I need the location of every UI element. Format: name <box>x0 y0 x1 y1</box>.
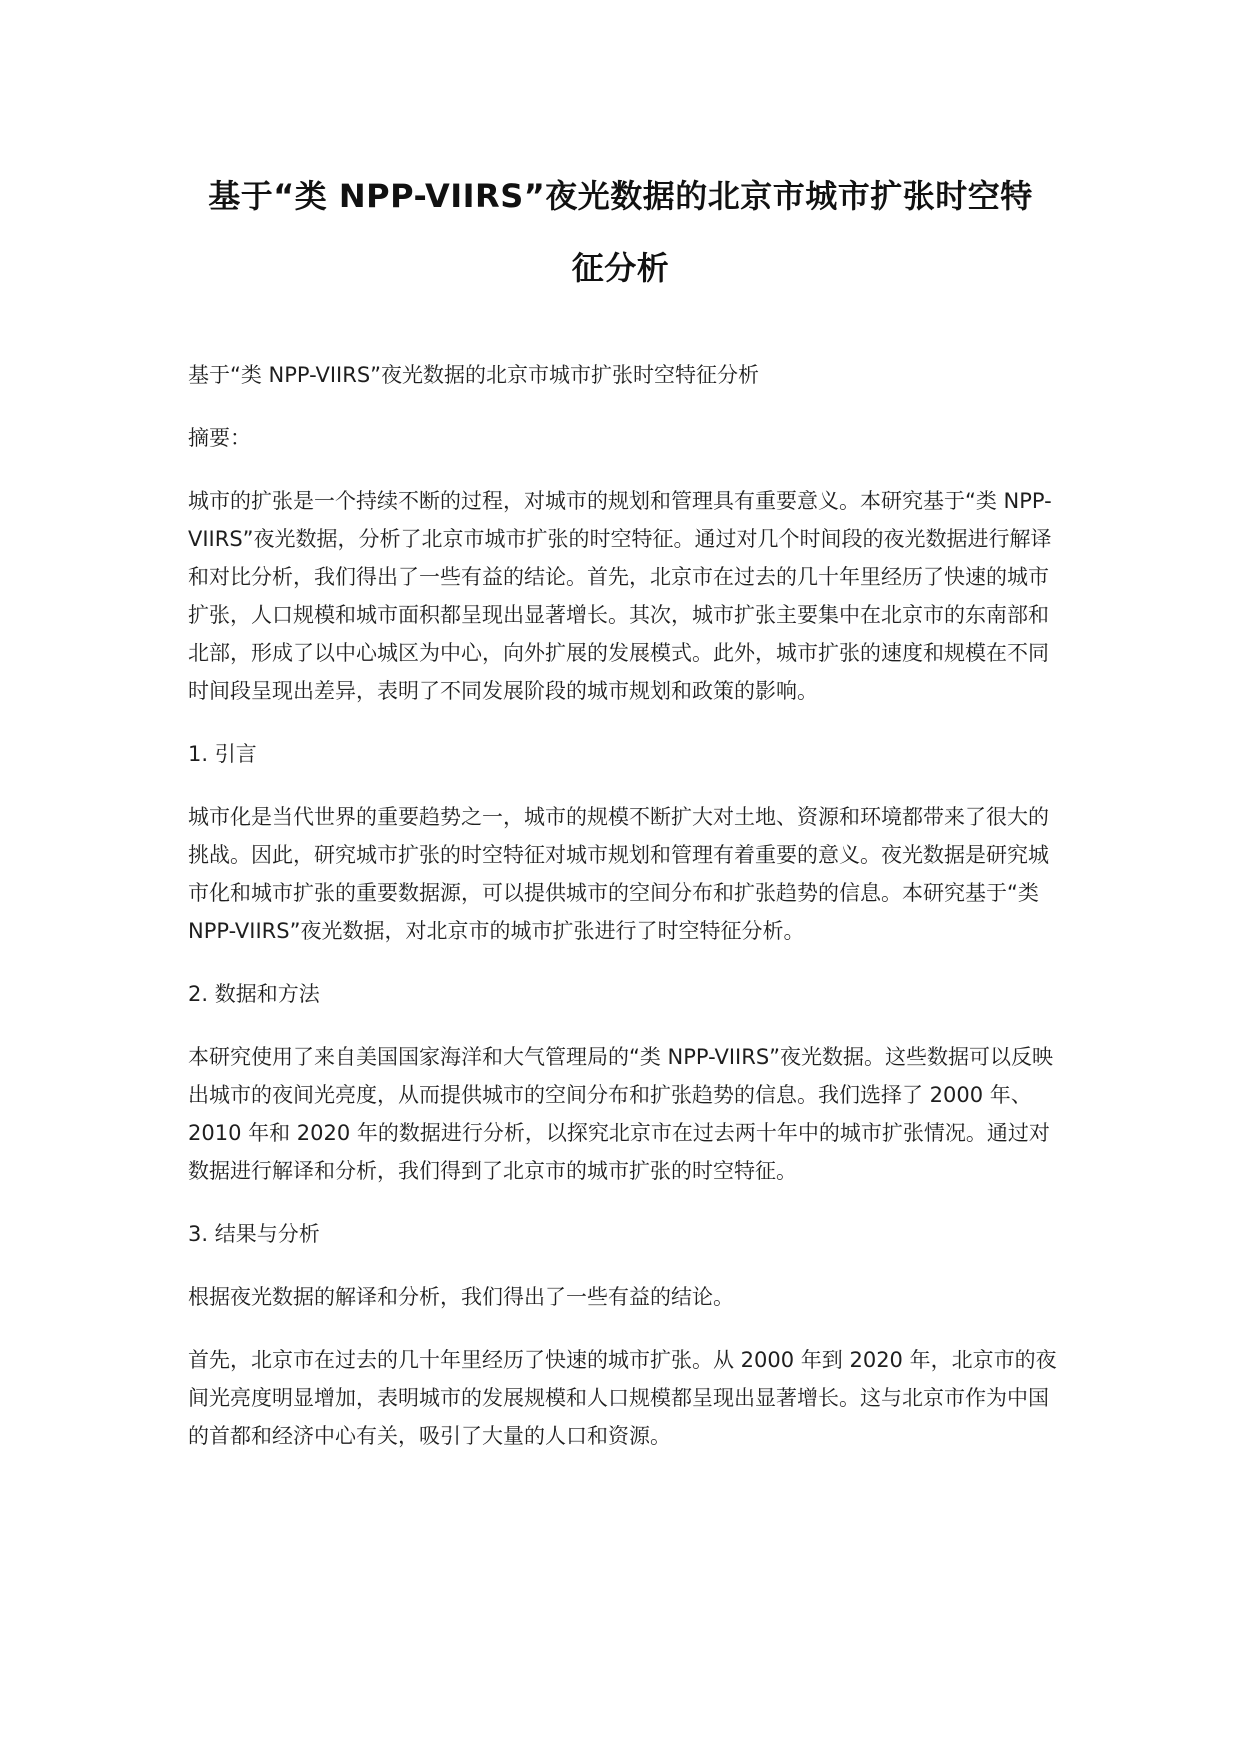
document-title <box>150 160 1091 304</box>
abstract-paragraph: 城市的扩张是一个持续不断的过程，对城市的规划和管理具有重要意义。本研究基于“类 NPP-VIIRS”夜光数据，分析了北京市城市扩张的时空特征。通过对几个时间段的夜光数据进行解译和对比分析，我们得出了一些有益的结论。首先，北京市在过去的几十年里经历了快速的城市扩张，人口规模和城市面积都呈现出显著增长。其次，城市扩张主要集中在北京市的东南部和北部，形成了以中心城区为中心，向外扩展的发展模式。此外，城市扩张的速度和规模在不同时间段呈现出差异，表明了不同发展阶段的城市规划和政策的影响。 <box>188 489 1052 703</box>
section-3-paragraph-2: 首先，北京市在过去的几十年里经历了快速的城市扩张。从 2000 年到 2020 年，北京市的夜间光亮度明显增加，表明城市的发展规模和人口规模都呈现出显著增长。这与北京市作为中国的首都和经济中心有关，吸引了大量的人口和资源。 <box>188 1348 1057 1448</box>
section-3-paragraph-1: 根据夜光数据的解译和分析，我们得出了一些有益的结论。 <box>188 1285 734 1309</box>
subtitle: 基于“类 NPP-VIIRS”夜光数据的北京市城市扩张时空特征分析 <box>188 363 760 387</box>
section-2-heading: 2. 数据和方法 <box>188 982 320 1006</box>
section-3-heading: 3. 结果与分析 <box>188 1222 320 1246</box>
abstract-label: 摘要： <box>188 426 251 450</box>
title-line-2: 征分析 <box>571 249 670 287</box>
section-1-heading: 1. 引言 <box>188 742 257 766</box>
section-1-paragraph: 城市化是当代世界的重要趋势之一，城市的规模不断扩大对土地、资源和环境都带来了很大的挑战。因此，研究城市扩张的时空特征对城市规划和管理有着重要的意义。夜光数据是研究城市化和城市扩张的重要数据源，可以提供城市的空间分布和扩张趋势的信息。本研究基于“类 NPP-VIIRS”夜光数据，对北京市的城市扩张进行了时空特征分析。 <box>188 805 1049 943</box>
document-body <box>188 356 1068 1480</box>
section-2-paragraph: 本研究使用了来自美国国家海洋和大气管理局的“类 NPP-VIIRS”夜光数据。这些数据可以反映出城市的夜间光亮度，从而提供城市的空间分布和扩张趋势的信息。我们选择了 2000 年、2010 年和 2020 年的数据进行分析，以探究北京市在过去两十年中的城市扩张情况。通过对数据进行解译和分析，我们得到了北京市的城市扩张的时空特征。 <box>188 1045 1054 1183</box>
title-line-1: 基于“类 NPP-VIIRS”夜光数据的北京市城市扩张时空特 <box>208 177 1033 215</box>
